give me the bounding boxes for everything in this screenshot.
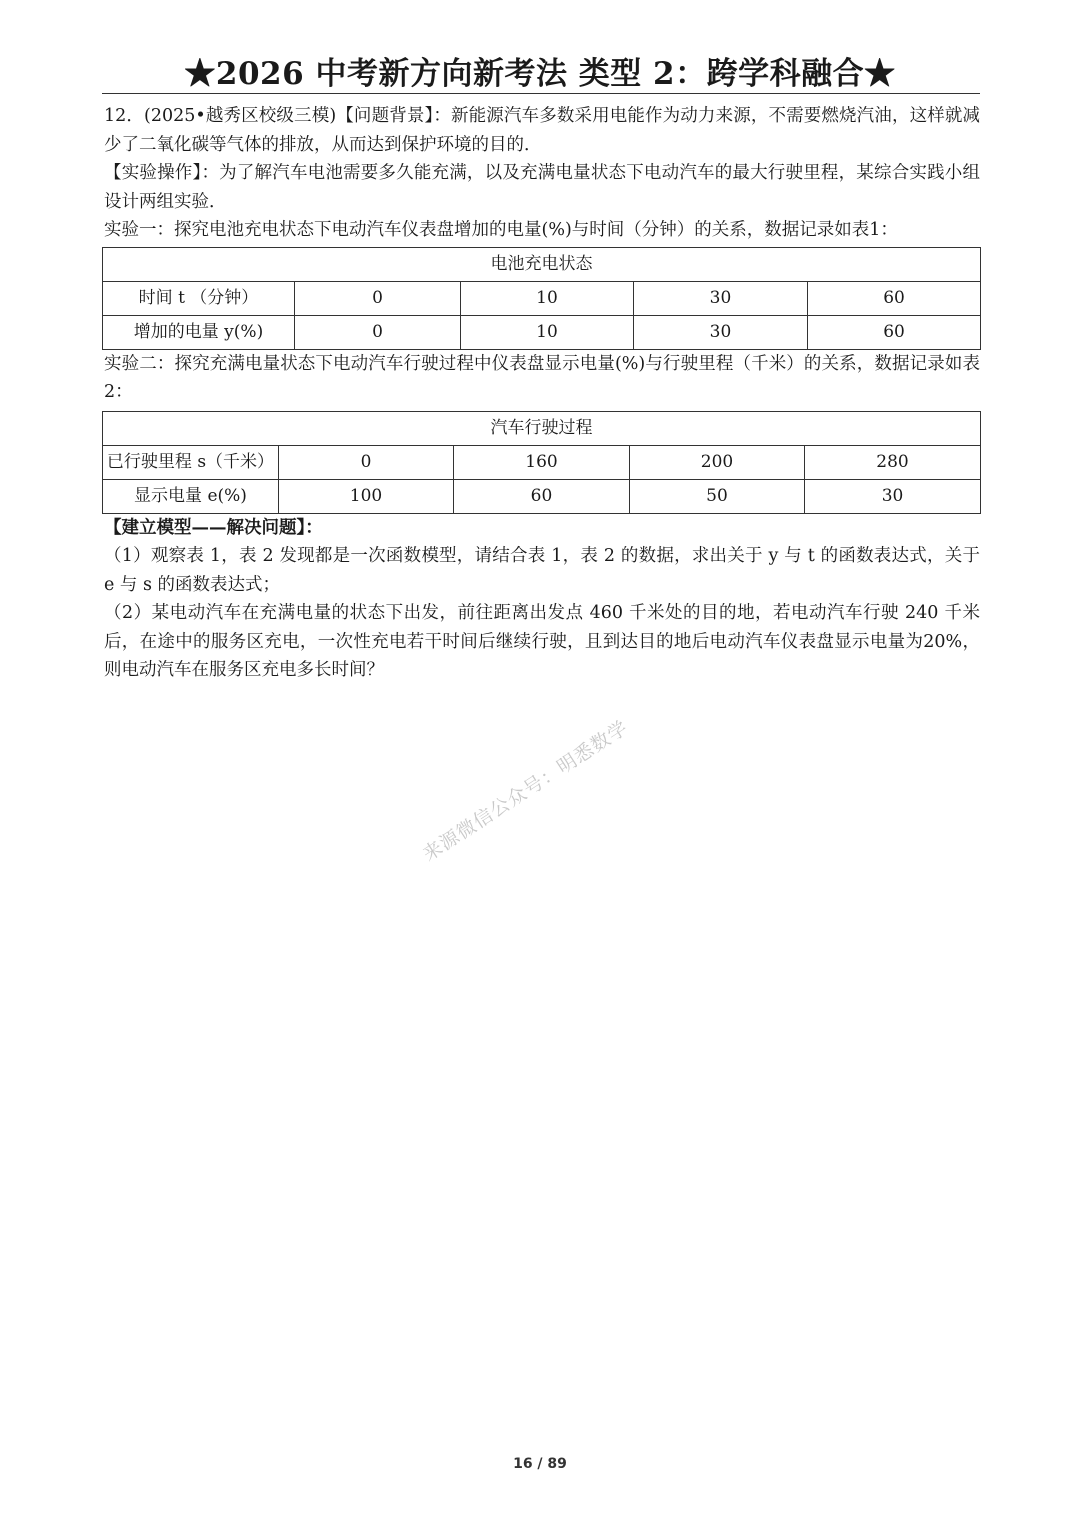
row-label: 增加的电量 y(%) — [103, 315, 295, 349]
table-cell: 10 — [461, 315, 634, 349]
table-cell: 0 — [279, 445, 454, 479]
watermark: 来源微信公众号：明悉数学 — [419, 716, 633, 866]
page-number: 16 / 89 — [513, 1456, 567, 1472]
table-2 — [102, 411, 981, 514]
problem-content — [104, 102, 980, 685]
table-cell: 0 — [295, 315, 461, 349]
table-row — [103, 281, 981, 315]
table-1 — [102, 247, 981, 350]
table-cell: 60 — [808, 281, 981, 315]
table-caption: 电池充电状态 — [103, 247, 981, 281]
table-cell: 280 — [805, 445, 981, 479]
table-cell: 60 — [808, 315, 981, 349]
table-cell: 160 — [454, 445, 630, 479]
table-caption-row — [103, 411, 981, 445]
table-cell: 100 — [279, 479, 454, 513]
table-row — [103, 445, 981, 479]
question-2: （2）某电动汽车在充满电量的状态下出发，前往距离出发点 460 千米处的目的地，若电动汽车行驶 240 千米后，在途中的服务区充电，一次性充电若干时间后继续行驶，且到达目的地后电动汽车仪表盘显示电量为20%，则电动汽车在服务区充电多长时间？ — [104, 603, 980, 680]
table-cell: 10 — [461, 281, 634, 315]
model-heading: 【建立模型——解决问题】： — [104, 517, 323, 538]
table-caption-row — [103, 247, 981, 281]
table-cell: 30 — [634, 281, 808, 315]
page-title: ★2026 中考新方向新考法 类型 2：跨学科融合★ — [184, 56, 896, 92]
table-caption: 汽车行驶过程 — [103, 411, 981, 445]
row-label: 已行驶里程 s（千米） — [103, 445, 279, 479]
row-label: 显示电量 e(%) — [103, 479, 279, 513]
problem-operation: 【实验操作】：为了解汽车电池需要多久能充满，以及充满电量状态下电动汽车的最大行驶里程，某综合实践小组设计两组实验． — [104, 163, 980, 212]
problem-intro: 12．(2025•越秀区校级三模)【问题背景】：新能源汽车多数采用电能作为动力来源，不需要燃烧汽油，这样就减少了二氧化碳等气体的排放，从而达到保护环境的目的． — [104, 106, 980, 155]
table-cell: 60 — [454, 479, 630, 513]
table-cell: 0 — [295, 281, 461, 315]
table-row — [103, 315, 981, 349]
experiment-2-text: 实验二：探究充满电量状态下电动汽车行驶过程中仪表盘显示电量(%)与行驶里程（千米）的关系，数据记录如表2： — [104, 353, 980, 402]
row-label: 时间 t （分钟） — [103, 281, 295, 315]
table-cell: 200 — [630, 445, 805, 479]
title-divider — [102, 93, 980, 94]
table-row — [103, 479, 981, 513]
question-1: （1）观察表 1，表 2 发现都是一次函数模型，请结合表 1，表 2 的数据，求出关于 y 与 t 的函数表达式，关于 e 与 s 的函数表达式； — [104, 546, 980, 595]
table-cell: 50 — [630, 479, 805, 513]
table-cell: 30 — [805, 479, 981, 513]
experiment-1-text: 实验一：探究电池充电状态下电动汽车仪表盘增加的电量(%)与时间（分钟）的关系，数据记录如表1： — [104, 220, 898, 240]
table-cell: 30 — [634, 315, 808, 349]
